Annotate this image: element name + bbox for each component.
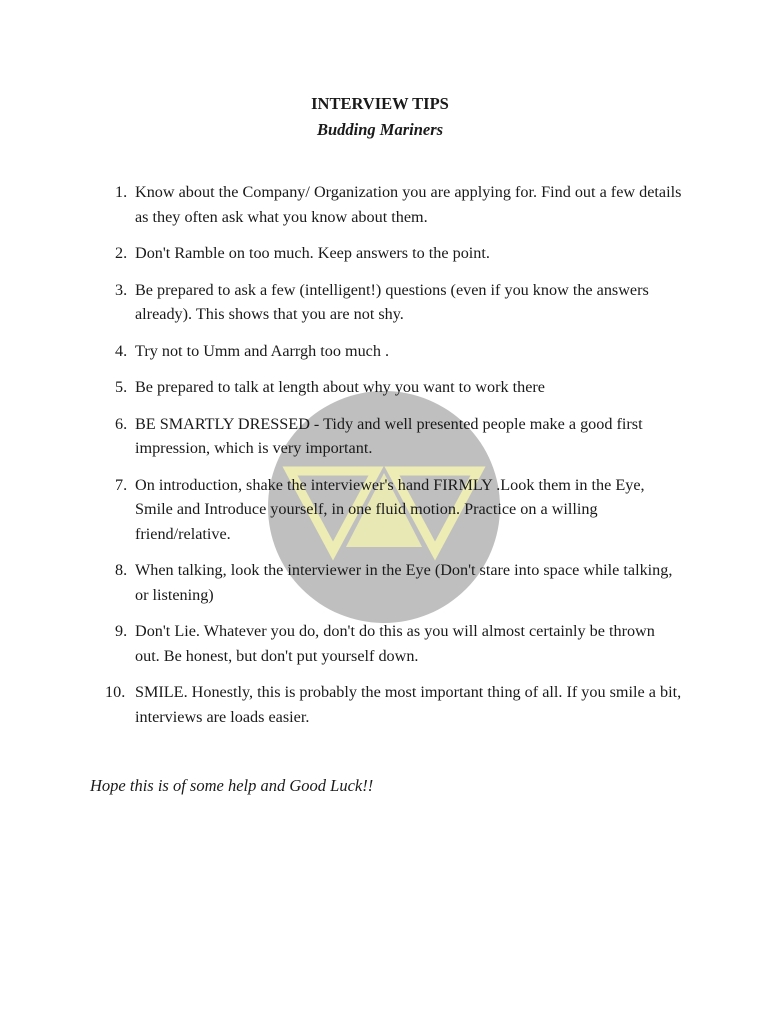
item-number: 4. bbox=[115, 341, 128, 360]
item-number: 2. bbox=[115, 244, 128, 262]
item-number: 5. bbox=[115, 378, 128, 396]
item-number: 1. bbox=[115, 183, 128, 201]
item-text: SMILE. Honestly, this is probably the most important thing of all. If you smile a bit, interviews are loads easier. bbox=[135, 683, 682, 726]
list-item bbox=[103, 278, 683, 327]
item-text: Don't Lie. Whatever you do, don't do this as you will almost certainly be thrown out. Be honest, but don't put yourself down. bbox=[135, 622, 655, 665]
item-text: Be prepared to ask a few (intelligent!) questions (even if you know the answers already). This shows that you are not shy. bbox=[135, 280, 649, 323]
page-title: INTERVIEW TIPS bbox=[311, 94, 449, 113]
list-item bbox=[103, 473, 683, 547]
list-item bbox=[103, 375, 683, 400]
item-text: When talking, look the interviewer in the Eye (Don't stare into space while talking, or listening) bbox=[135, 561, 673, 604]
list-item bbox=[103, 241, 683, 266]
tips-list bbox=[103, 180, 683, 741]
list-item bbox=[103, 619, 683, 668]
item-text: Be prepared to talk at length about why you want to work there bbox=[135, 378, 545, 396]
list-item bbox=[103, 339, 683, 364]
item-number: 6. bbox=[115, 414, 128, 433]
item-number: 10. bbox=[105, 683, 126, 701]
item-number: 9. bbox=[115, 622, 128, 640]
item-text: BE SMARTLY DRESSED - Tidy and well presented people make a good first impression, which is very important. bbox=[135, 414, 643, 457]
closing-note: Hope this is of some help and Good Luck!! bbox=[90, 776, 374, 795]
item-number: 3. bbox=[115, 280, 128, 299]
list-item bbox=[103, 412, 683, 461]
item-number: 8. bbox=[115, 561, 128, 579]
item-text: Don't Ramble on too much. Keep answers to the point. bbox=[135, 244, 490, 262]
list-item bbox=[103, 558, 683, 607]
item-text: On introduction, shake the interviewer's hand FIRMLY .Look them in the Eye, Smile and Introduce yourself, in one fluid motion. Practice on a willing friend/relative. bbox=[135, 475, 645, 543]
item-text: Know about the Company/ Organization you are applying for. Find out a few details as they often ask what you know about them. bbox=[135, 183, 682, 226]
item-text: Try not to Umm and Aarrgh too much . bbox=[135, 341, 390, 360]
list-item bbox=[103, 180, 683, 229]
list-item bbox=[103, 680, 683, 729]
item-number: 7. bbox=[115, 475, 128, 494]
page-subtitle: Budding Mariners bbox=[316, 120, 444, 139]
